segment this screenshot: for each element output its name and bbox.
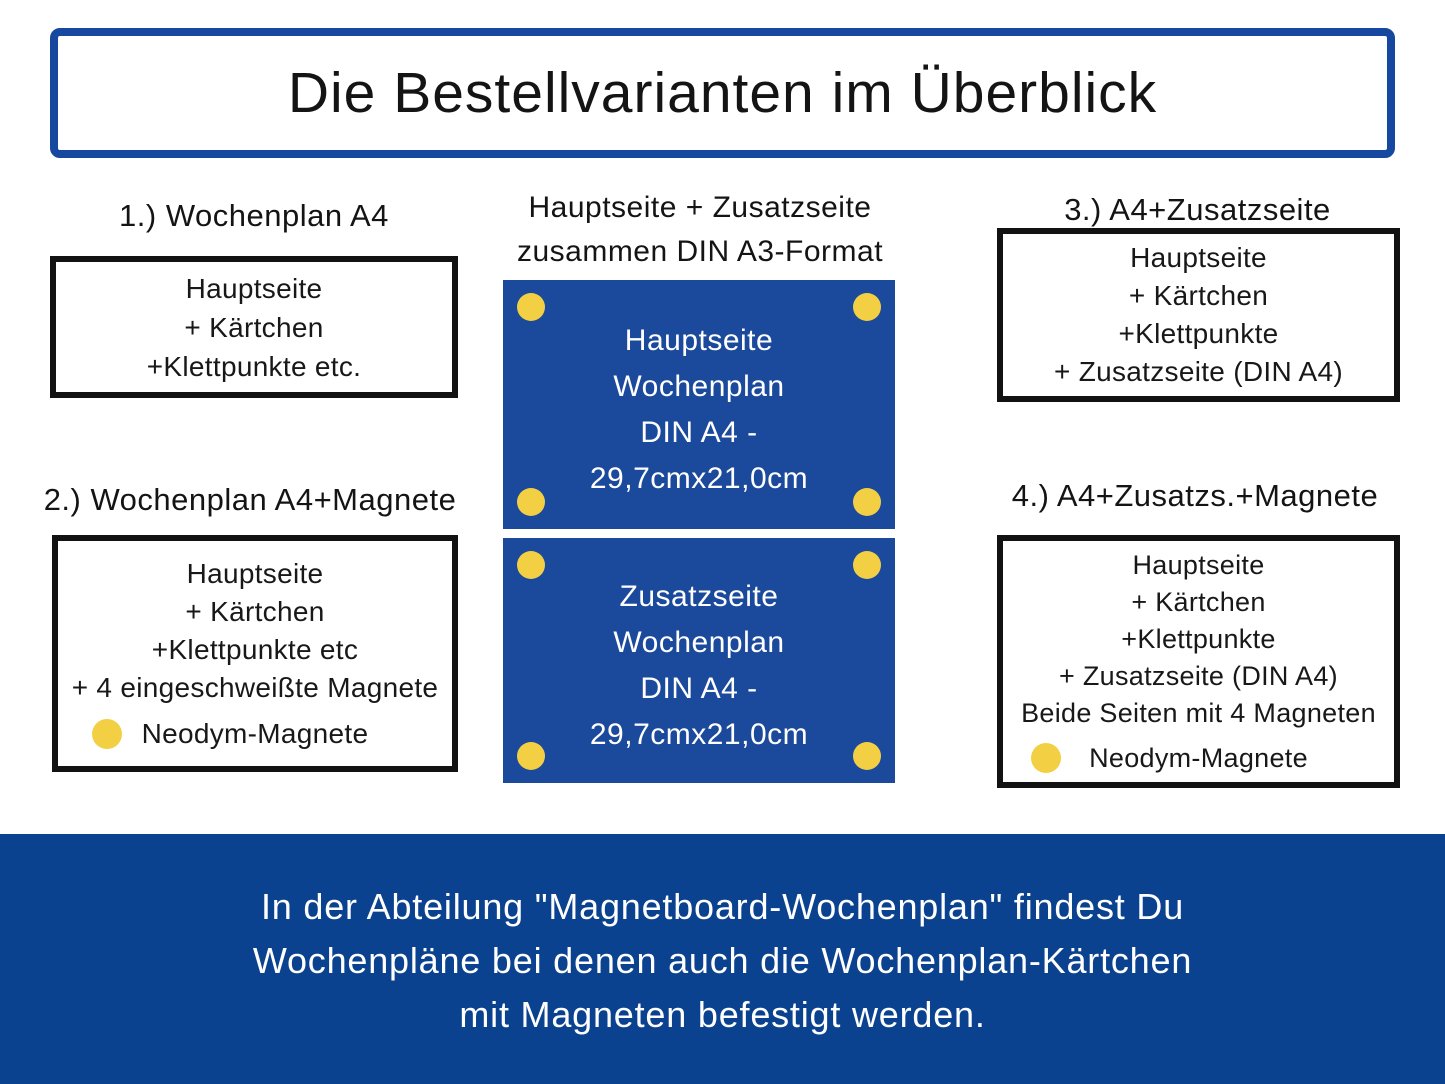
zusatzseite-card-line: Wochenplan xyxy=(613,626,785,659)
center-heading-line: Hauptseite + Zusatzseite xyxy=(528,191,872,224)
footer-line: mit Magneten befestigt werden. xyxy=(459,994,986,1035)
variant-4-line: +Klettpunkte xyxy=(1121,623,1276,654)
center-heading-line: zusammen DIN A3-Format xyxy=(516,235,884,268)
variant-4-line: + Zusatzseite (DIN A4) xyxy=(1059,660,1338,691)
hauptseite-card-line: DIN A4 - xyxy=(640,416,758,449)
variant-2-line: + Kärtchen xyxy=(185,595,325,627)
variant-1-heading: 1.) Wochenplan A4 xyxy=(119,198,389,233)
variant-2-line: +Klettpunkte etc xyxy=(151,633,359,665)
zusatzseite-card xyxy=(503,538,895,783)
magnet-icon xyxy=(517,488,545,516)
variant-4-heading: 4.) A4+Zusatzs.+Magnete xyxy=(1011,478,1379,513)
variant-3-line: + Kärtchen xyxy=(1128,280,1269,311)
variant-1-box xyxy=(50,256,458,398)
variant-3-box xyxy=(997,228,1400,402)
magnet-label: Neodym-Magnete xyxy=(1089,742,1308,773)
center-heading xyxy=(493,186,907,274)
variant-2-line: + 4 eingeschweißte Magnete xyxy=(71,671,439,703)
footer-banner xyxy=(0,834,1445,1084)
variant-3-heading: 3.) A4+Zusatzseite xyxy=(1064,192,1331,227)
hauptseite-card xyxy=(503,280,895,529)
variant-4-line: Hauptseite xyxy=(1132,549,1265,580)
title-banner xyxy=(50,28,1395,158)
variant-3-line: Hauptseite xyxy=(1130,242,1267,273)
magnet-icon xyxy=(517,742,545,770)
hauptseite-card-line: 29,7cmx21,0cm xyxy=(589,462,809,495)
magnet-icon xyxy=(1031,743,1061,773)
variant-2-magnet-legend xyxy=(58,715,452,753)
magnet-icon xyxy=(853,293,881,321)
variant-2-line: Hauptseite xyxy=(186,557,324,589)
variant-4-magnet-legend xyxy=(1003,740,1394,777)
magnet-label: Neodym-Magnete xyxy=(141,717,369,749)
zusatzseite-card-line: DIN A4 - xyxy=(640,672,758,705)
variant-4-box xyxy=(997,535,1400,788)
variant-2-heading: 2.) Wochenplan A4+Magnete xyxy=(43,482,457,517)
hauptseite-card-line: Hauptseite xyxy=(624,324,774,357)
variant-3-line: +Klettpunkte xyxy=(1118,318,1279,349)
variant-1-line: +Klettpunkte etc. xyxy=(146,350,362,382)
zusatzseite-card-line: 29,7cmx21,0cm xyxy=(589,718,809,751)
variant-3-line: + Zusatzseite (DIN A4) xyxy=(1053,356,1344,387)
variant-1-line: + Kärtchen xyxy=(184,311,324,343)
magnet-icon xyxy=(853,488,881,516)
footer-line: In der Abteilung "Magnetboard-Wochenplan" findest Du xyxy=(260,886,1185,927)
variant-2-box xyxy=(52,535,458,772)
footer-line: Wochenpläne bei denen auch die Wochenplan-Kärtchen xyxy=(252,940,1193,981)
magnet-icon xyxy=(92,719,122,749)
hauptseite-card-line: Wochenplan xyxy=(613,370,785,403)
magnet-icon xyxy=(853,742,881,770)
magnet-icon xyxy=(853,551,881,579)
variant-1-line: Hauptseite xyxy=(185,272,323,304)
magnet-icon xyxy=(517,293,545,321)
page-title: Die Bestellvarianten im Überblick xyxy=(287,61,1158,125)
magnet-icon xyxy=(517,551,545,579)
zusatzseite-card-line: Zusatzseite xyxy=(619,580,779,613)
variant-4-line: Beide Seiten mit 4 Magneten xyxy=(1021,697,1376,728)
variant-4-line: + Kärtchen xyxy=(1131,586,1266,617)
